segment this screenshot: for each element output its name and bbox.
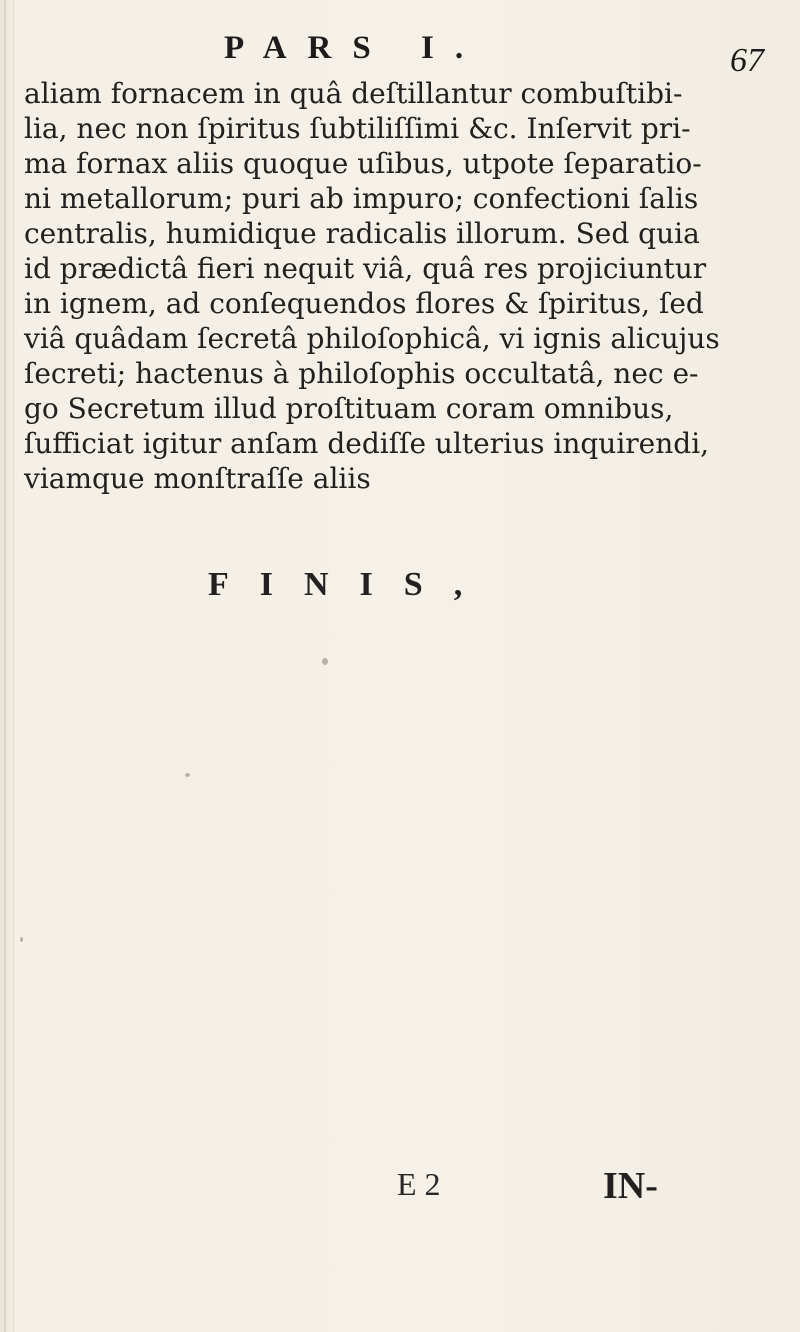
- gutter-shadow: [4, 0, 6, 1332]
- text-line: lia, nec non ſpiritus ſubtiliſſimi &c. Inſervit pri-: [24, 112, 691, 145]
- text-line: viâ quâdam ſecretâ philoſophicâ, vi ignis alicujus: [24, 322, 720, 355]
- text-line: go Secretum illud proſtituam coram omnibus,: [24, 392, 674, 425]
- text-line: id prædictâ fieri nequit viâ, quâ res projiciuntur: [24, 252, 707, 285]
- running-title: PARS I.: [224, 30, 485, 66]
- text-line: in ignem, ad conſequendos flores & ſpiritus, ſed: [24, 287, 704, 320]
- text-line: centralis, humidique radicalis illorum. Sed quia: [24, 217, 700, 250]
- text-line: viamque monſtraſſe aliis: [24, 462, 371, 495]
- text-line: ma fornax aliis quoque uſibus, utpote ſeparatio-: [24, 147, 702, 180]
- signature-mark: E 2: [397, 1166, 441, 1202]
- paper-speck: [20, 937, 23, 942]
- page-header: [0, 22, 800, 82]
- paper-speck: [185, 773, 190, 777]
- body-text: [24, 76, 800, 496]
- text-line: ni metallorum; puri ab impuro; confectioni ſalis: [24, 182, 699, 215]
- paper-speck: [322, 658, 328, 665]
- page-number: 67: [730, 42, 764, 79]
- text-line: ſecreti; hactenus à philoſophis occultatâ, nec e-: [24, 357, 699, 390]
- text-line: ſufficiat igitur anſam dediſſe ulterius inquirendi,: [24, 427, 710, 460]
- text-line: aliam fornacem in quâ deſtillantur combuſtibi-: [24, 77, 683, 110]
- finis-heading: FINIS,: [208, 566, 494, 603]
- gutter-edge: [13, 0, 14, 1332]
- catchword: IN-: [603, 1165, 658, 1207]
